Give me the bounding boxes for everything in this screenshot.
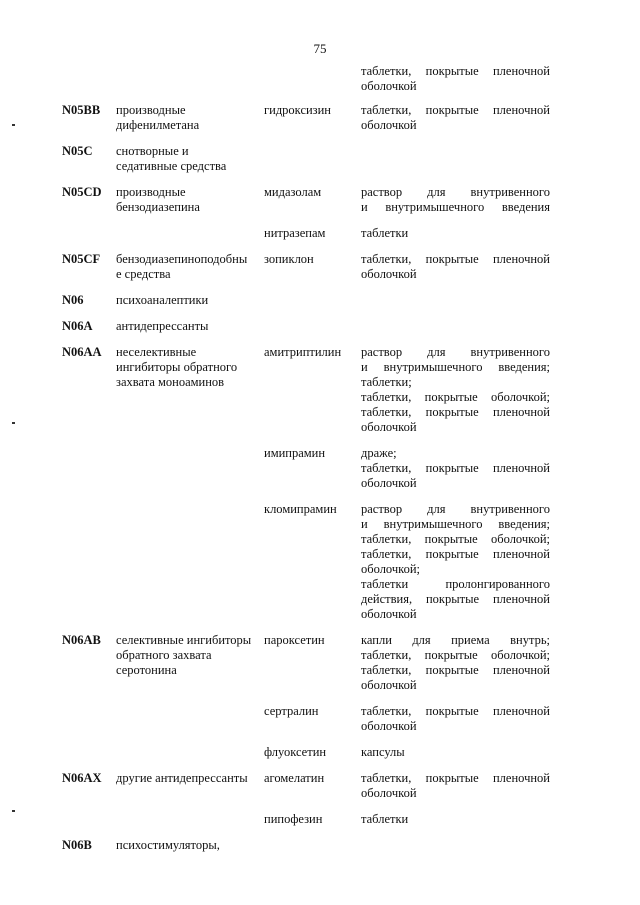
dosage-form: [361, 345, 550, 435]
page-number: 75: [313, 41, 327, 56]
text-line: таблетки, покрытые пленочной: [361, 704, 550, 718]
dosage-form: [361, 633, 550, 693]
text-line: действия, покрытые пленочной: [361, 592, 550, 606]
scan-mark: [12, 810, 15, 812]
text-line: неселективные: [116, 345, 197, 359]
text-line: раствор для внутривенного: [361, 185, 550, 199]
text-line: оболочкой: [361, 678, 417, 692]
drug-name: амитриптилин: [264, 345, 342, 359]
text-line: селективные ингибиторы: [116, 633, 252, 647]
text-line: таблетки: [361, 226, 409, 240]
text-line: психостимуляторы,: [116, 838, 220, 852]
text-line: таблетки, покрытые оболочкой;: [361, 532, 550, 546]
text-line: таблетки, покрытые пленочной: [361, 405, 550, 419]
pharmacological-group: [116, 144, 258, 174]
atc-code: N05CF: [62, 252, 101, 266]
text-line: психоаналептики: [116, 293, 209, 307]
dosage-form: [361, 812, 550, 827]
continued-dosage-form: [361, 64, 550, 94]
drug-name: имипрамин: [264, 446, 326, 460]
drug-name: кломипрамин: [264, 502, 337, 516]
pharmacological-group: [116, 293, 258, 308]
text-line: седативные средства: [116, 159, 227, 173]
text-line: захвата моноаминов: [116, 375, 225, 389]
text-line: бензодиазепиноподобны: [116, 252, 248, 266]
drug-name: сертралин: [264, 704, 319, 718]
atc-code: N06A: [62, 319, 93, 333]
text-line: оболочкой: [361, 476, 417, 490]
pharmacological-group: [116, 252, 258, 282]
dosage-form: [361, 502, 550, 622]
scan-mark: [12, 422, 15, 424]
text-line: оболочкой: [361, 267, 417, 281]
drug-name: гидроксизин: [264, 103, 331, 117]
text-line: раствор для внутривенного: [361, 345, 550, 359]
dosage-form: [361, 704, 550, 734]
text-line: таблетки, покрытые оболочкой;: [361, 648, 550, 662]
text-line: и внутримышечного введения;: [361, 517, 550, 531]
pharmacological-group: [116, 345, 258, 390]
text-line: обратного захвата: [116, 648, 212, 662]
dosage-form: [361, 771, 550, 801]
text-line: и внутримышечного введения: [361, 200, 550, 214]
text-line: оболочкой: [361, 786, 417, 800]
text-line: раствор для внутривенного: [361, 502, 550, 516]
pharmacological-group: [116, 103, 258, 133]
drug-name: зопиклон: [264, 252, 314, 266]
text-line: производные: [116, 103, 186, 117]
drug-name: пароксетин: [264, 633, 325, 647]
dosage-form: [361, 745, 550, 760]
dosage-form: [361, 446, 550, 491]
text-line: таблетки, покрытые пленочной: [361, 663, 550, 677]
atc-code: N05CD: [62, 185, 102, 199]
text-line: е средства: [116, 267, 171, 281]
drug-name: пипофезин: [264, 812, 323, 826]
text-line: ингибиторы обратного: [116, 360, 238, 374]
text-line: снотворные и: [116, 144, 189, 158]
drug-name: агомелатин: [264, 771, 325, 785]
text-line: оболочкой: [361, 79, 417, 93]
dosage-form: [361, 252, 550, 282]
atc-code: N05C: [62, 144, 93, 158]
dosage-form: [361, 226, 550, 241]
text-line: таблетки, покрытые пленочной: [361, 103, 550, 117]
text-line: дифенилметана: [116, 118, 200, 132]
text-line: таблетки, покрытые пленочной: [361, 64, 550, 78]
dosage-form: [361, 103, 550, 133]
text-line: таблетки пролонгированного: [361, 577, 550, 591]
drug-name: мидазолам: [264, 185, 322, 199]
text-line: оболочкой: [361, 719, 417, 733]
text-line: оболочкой: [361, 607, 417, 621]
text-line: драже;: [361, 446, 397, 460]
drug-name: флуоксетин: [264, 745, 327, 759]
text-line: таблетки, покрытые пленочной: [361, 252, 550, 266]
text-line: капсулы: [361, 745, 405, 759]
text-line: и внутримышечного введения;: [361, 360, 550, 374]
text-line: таблетки: [361, 812, 409, 826]
text-line: серотонина: [116, 663, 177, 677]
pharmacological-group: [116, 185, 258, 215]
atc-code: N06: [62, 293, 84, 307]
text-line: оболочкой: [361, 420, 417, 434]
drug-name: нитразепам: [264, 226, 326, 240]
text-line: таблетки, покрытые пленочной: [361, 547, 550, 561]
atc-code: N06AA: [62, 345, 102, 359]
atc-code: N05BB: [62, 103, 101, 117]
text-line: другие антидепрессанты: [116, 771, 248, 785]
atc-code: N06B: [62, 838, 92, 852]
atc-code: N06AB: [62, 633, 101, 647]
text-line: антидепрессанты: [116, 319, 209, 333]
text-line: таблетки;: [361, 375, 412, 389]
pharmacological-group: [116, 838, 258, 853]
text-line: оболочкой;: [361, 562, 420, 576]
text-line: оболочкой: [361, 118, 417, 132]
text-line: капли для приема внутрь;: [361, 633, 550, 647]
scan-mark: [12, 124, 15, 126]
pharmacological-group: [116, 319, 258, 334]
pharmacological-group: [116, 771, 258, 786]
pharmacological-group: [116, 633, 258, 678]
atc-code: N06AX: [62, 771, 102, 785]
text-line: таблетки, покрытые пленочной: [361, 771, 550, 785]
text-line: таблетки, покрытые оболочкой;: [361, 390, 550, 404]
dosage-form: [361, 185, 550, 215]
text-line: таблетки, покрытые пленочной: [361, 461, 550, 475]
text-line: бензодиазепина: [116, 200, 200, 214]
text-line: производные: [116, 185, 186, 199]
